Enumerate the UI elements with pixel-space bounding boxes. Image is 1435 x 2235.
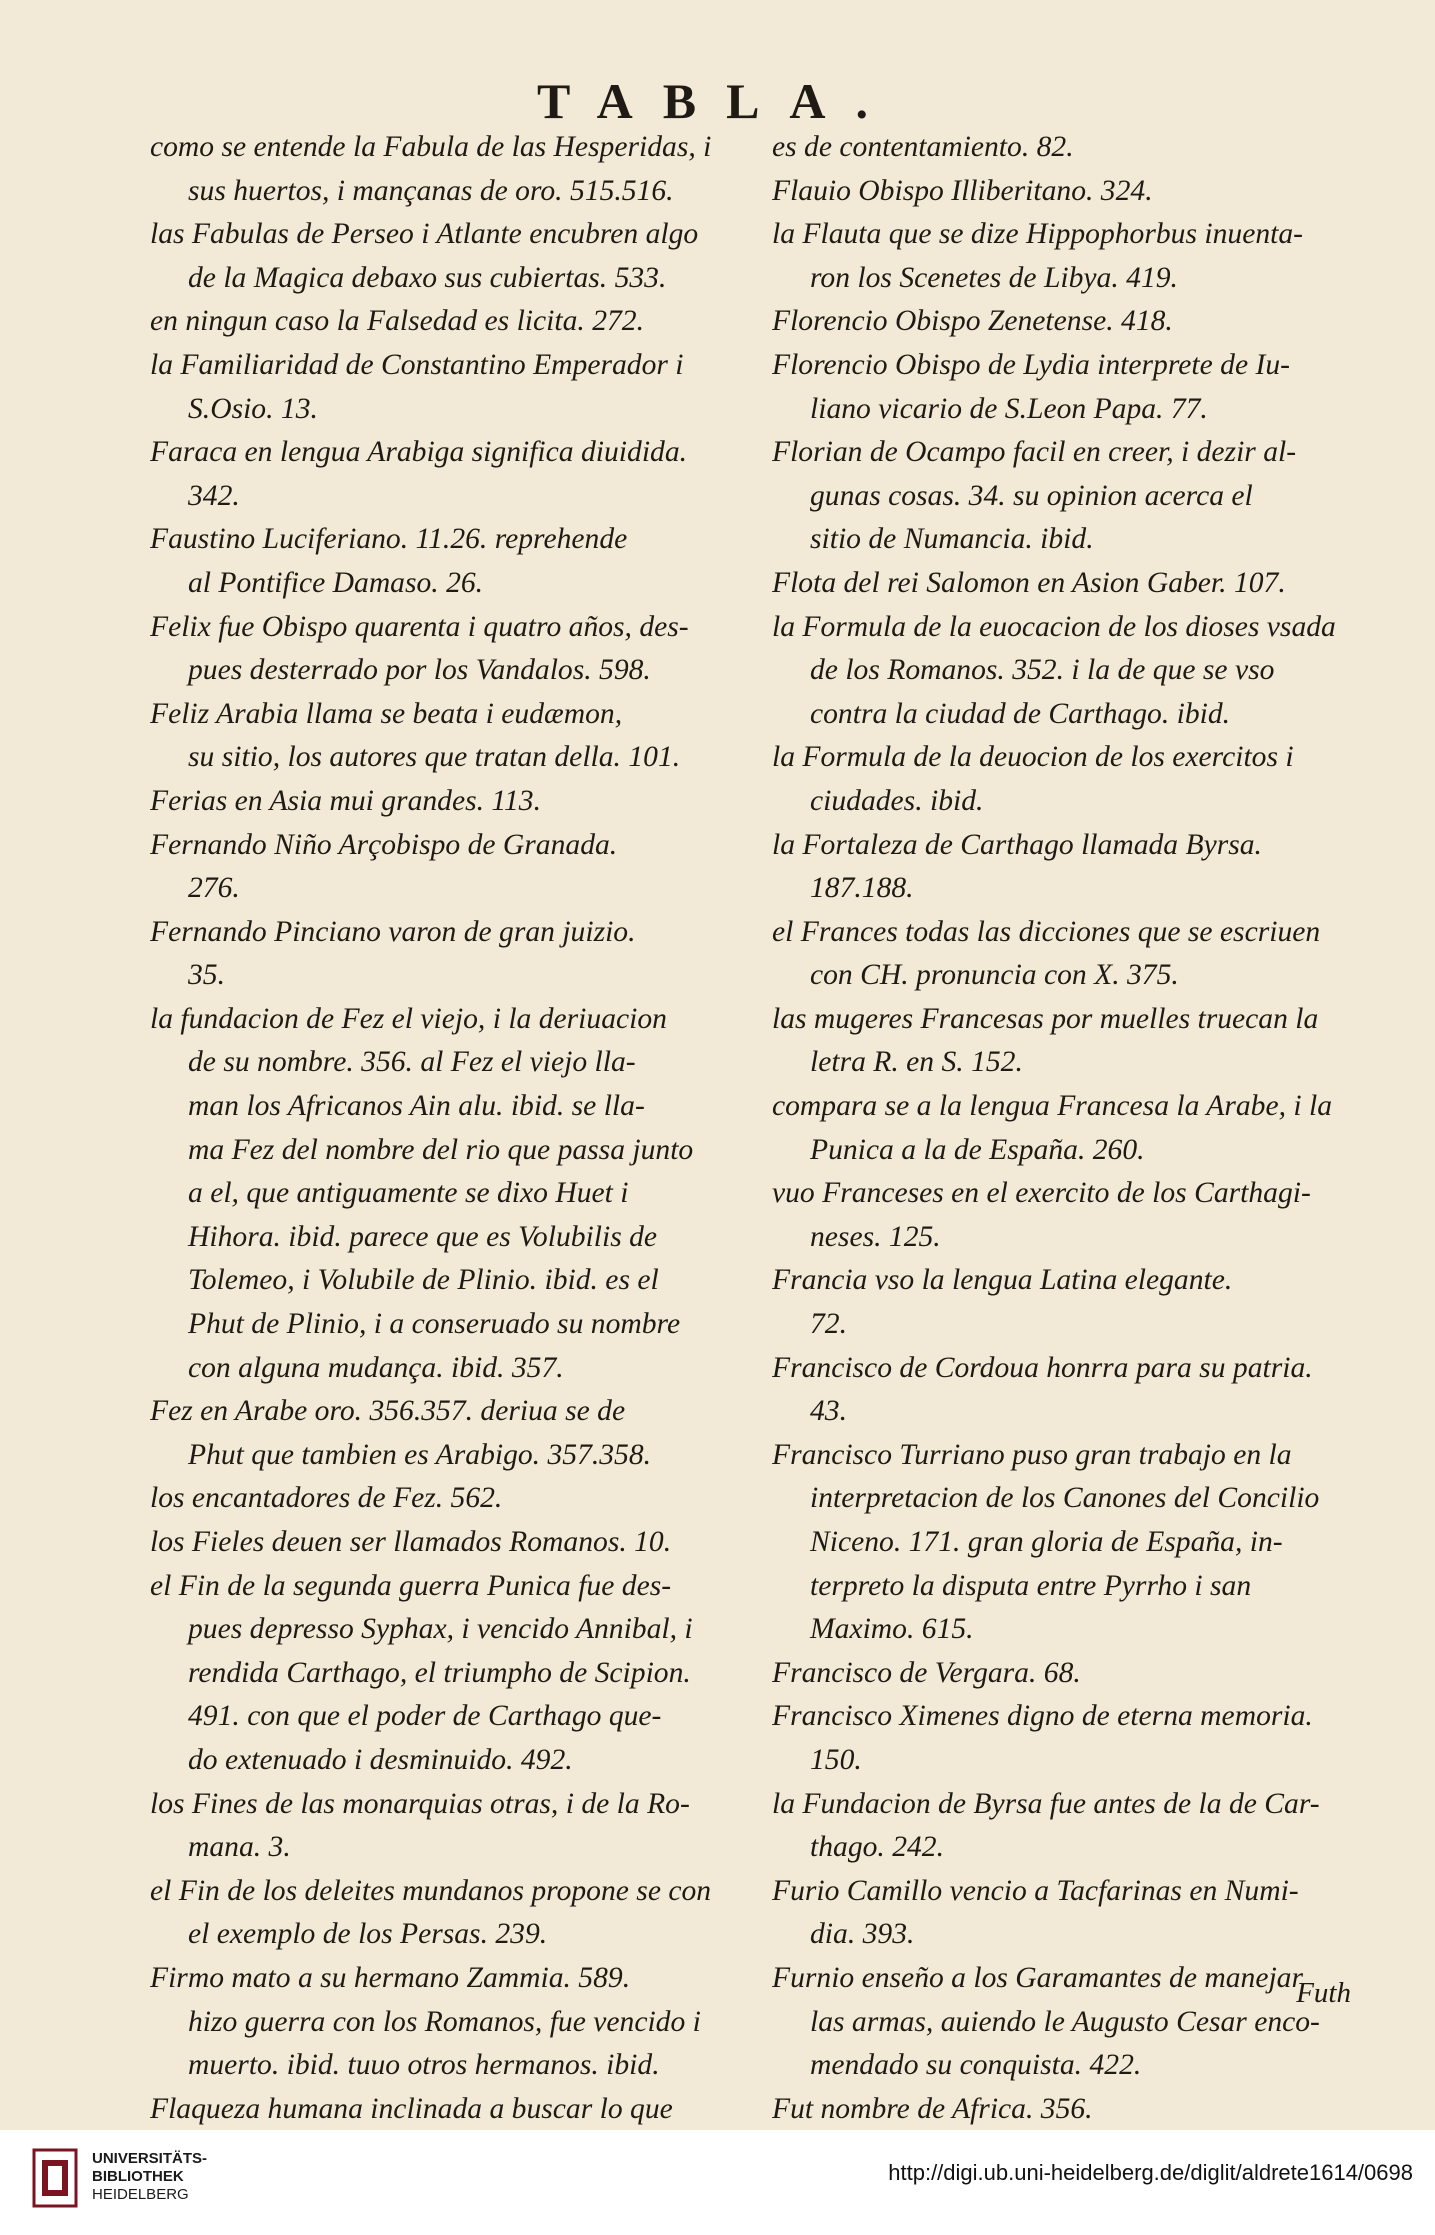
index-entry [772,1172,1352,1259]
index-entry-line: Fernando Niño Arçobispo de Granada. [150,828,618,861]
index-entry [772,2088,1352,2132]
index-entry-line: Fernando Pinciano varon de gran juizio. [150,915,636,948]
index-entry-line: la fundacion de Fez el viejo, i la deriuacion [150,1002,667,1035]
index-entry-line: las Fabulas de Perseo i Atlante encubren algo [150,218,699,251]
index-entry-line: es de contentamiento. 82. [772,131,1074,163]
index-entry-line: de su nombre. 356. al Fez el viejo lla- [188,1046,636,1079]
index-entry-line: Felix fue Obispo quarenta i quatro años, des- [150,610,689,643]
index-entry-line: interpretacion de los Canones del Concilio [810,1482,1320,1515]
index-entry-line: al Pontifice Damaso. 26. [188,566,484,599]
index-entry [772,431,1352,562]
library-seal-icon [30,2146,80,2210]
index-entry [772,1652,1352,1696]
institution-name [92,2150,207,2204]
index-column-left [150,126,730,2131]
index-entry [150,911,730,998]
index-entry-line: Francisco Turriano puso gran trabajo en la [772,1438,1292,1471]
index-entry [772,1434,1352,1652]
index-entry-line: 72. [810,1308,847,1341]
index-entry-line: en ningun caso la Falsedad es licita. 272. [150,305,644,338]
index-entry-line: 491. con que el poder de Carthago que- [188,1700,662,1733]
index-entry [150,213,730,300]
index-entry-line: los encantadores de Fez. 562. [150,1482,503,1515]
index-entry-line: el Fin de la segunda guerra Punica fue des- [150,1569,672,1602]
index-entry [772,300,1352,344]
index-entry [150,1957,730,2088]
index-entry [772,1695,1352,1782]
index-entry-line: 35. [188,959,225,992]
index-entry-line: las armas, auiendo le Augusto Cesar enco- [810,2005,1320,2038]
index-entry-line: Fez en Arabe oro. 356.357. deriua se de [150,1395,626,1428]
catchword: Futh [1296,1977,1351,2009]
index-entry [772,1347,1352,1434]
index-entry-line: ron los Scenetes de Libya. 419. [810,261,1178,294]
index-entry [772,170,1352,214]
index-entry-line: Florencio Obispo de Lydia interprete de Iu- [772,348,1290,381]
index-entry-line: do extenuado i desminuido. 492. [188,1743,573,1776]
index-entry-line: Maximo. 615. [810,1613,974,1646]
index-entry-line: gunas cosas. 34. su opinion acerca el [810,479,1253,512]
index-entry-line: Ferias en Asia mui grandes. 113. [150,784,542,817]
index-entry-line: compara se a la lengua Francesa la Arabe, i la [772,1090,1333,1123]
index-entry-line: rendida Carthago, el triumpho de Scipion. [188,1656,691,1689]
index-entry-line: Feliz Arabia llama se beata i eudæmon, [150,697,623,730]
index-entry [150,2088,730,2132]
index-entry-line: el Fin de los deleites mundanos propone se con [150,1874,712,1907]
index-entry-line: Furio Camillo vencio a Tacfarinas en Numi- [772,1874,1299,1907]
index-entry [772,1783,1352,1870]
index-entry-line: muerto. ibid. tuuo otros hermanos. ibid. [188,2049,660,2082]
index-entry [150,1565,730,1783]
index-entry-line: Furnio enseño a los Garamantes de manejar [772,1961,1303,1994]
index-entry-line: Francisco Ximenes digno de eterna memoria. [772,1700,1313,1733]
index-entry-line: Phut de Plinio, i a conseruado su nombre [188,1308,681,1341]
index-entry [150,344,730,431]
index-entry-line: Florencio Obispo Zenetense. 418. [772,305,1173,338]
index-entry-line: Florian de Ocampo facil en creer, i dezir al- [772,436,1297,469]
index-entry-line: vuo Franceses en el exercito de los Carthagi- [772,1177,1311,1210]
index-entry [150,1783,730,1870]
index-entry-line: la Fundacion de Byrsa fue antes de la de Car- [772,1787,1320,1820]
index-entry-line: mana. 3. [188,1831,291,1864]
index-entry-line: man los Africanos Ain alu. ibid. se lla- [188,1090,645,1123]
index-entry-line: hizo guerra con los Romanos, fue vencido i [188,2005,701,2038]
index-entry [772,824,1352,911]
index-entry [772,562,1352,606]
index-entry [150,126,730,213]
source-url[interactable]: http://digi.ub.uni-heidelberg.de/diglit/aldrete1614/0698 [888,2160,1413,2185]
index-entry [772,1085,1352,1172]
index-entry-line: S.Osio. 13. [188,392,318,425]
index-entry-line: Francia vso la lengua Latina elegante. [772,1264,1233,1297]
index-entry [150,1390,730,1477]
index-entry-line: Fut nombre de Africa. 356. [772,2092,1093,2125]
institution-line: BIBLIOTHEK [92,2168,184,2185]
index-entry-line: liano vicario de S.Leon Papa. 77. [810,392,1208,425]
index-entry-line: Tolemeo, i Volubile de Plinio. ibid. es el [188,1264,659,1297]
index-entry-line: Flauio Obispo Illiberitano. 324. [772,174,1153,207]
index-entry [150,606,730,693]
index-entry-line: la Flauta que se dize Hippophorbus inuenta- [772,218,1303,251]
index-entry-line: Flaqueza humana inclinada a buscar lo que [150,2092,673,2125]
index-entry-line: sus huertos, i mançanas de oro. 515.516. [188,174,674,207]
index-entry [772,1957,1352,2088]
index-entry [150,518,730,605]
index-entry-line: la Fortaleza de Carthago llamada Byrsa. [772,828,1262,861]
index-entry-line: como se entende la Fabula de las Hesperidas, i [150,131,712,163]
index-entry [772,998,1352,1085]
index-entry-line: contra la ciudad de Carthago. ibid. [810,697,1231,730]
index-entry-line: la Formula de la deuocion de los exercitos i [772,741,1294,774]
index-entry [150,824,730,911]
index-entry-line: Flota del rei Salomon en Asion Gaber. 107. [772,566,1286,599]
index-entry-line: Punica a la de España. 260. [810,1133,1145,1166]
institution-line: UNIVERSITÄTS- [92,2150,208,2167]
index-entry-line: neses. 125. [810,1220,941,1253]
index-entry [150,1521,730,1565]
index-column-right [772,126,1352,2131]
index-entry-line: con CH. pronuncia con X. 375. [810,959,1179,992]
index-entry [772,126,1352,170]
viewer-footer [0,2130,1435,2235]
index-entry-line: Francisco de Cordoua honrra para su patria. [772,1351,1313,1384]
index-entry [772,344,1352,431]
index-entry [150,693,730,780]
index-entry-line: Firmo mato a su hermano Zammia. 589. [150,1961,631,1994]
index-entry-line: thago. 242. [810,1831,944,1864]
index-entry-line: los Fines de las monarquias otras, i de la Ro- [150,1787,690,1820]
index-entry-line: con alguna mudança. ibid. 357. [188,1351,564,1384]
index-entry [150,1477,730,1521]
index-entry-line: letra R. en S. 152. [810,1046,1023,1079]
index-entry-line: ciudades. ibid. [810,784,984,817]
index-entry-line: a el, que antiguamente se dixo Huet i [188,1177,629,1210]
index-entry-line: su sitio, los autores que tratan della. 101. [188,741,681,774]
index-entry [772,736,1352,823]
index-entry [150,998,730,1390]
index-entry-line: 342. [188,479,240,512]
index-entry [150,1870,730,1957]
index-entry-line: el exemplo de los Persas. 239. [188,1918,548,1951]
index-entry-line: Faraca en lengua Arabiga significa diuidida. [150,436,688,469]
index-entry [150,431,730,518]
index-entry-line: dia. 393. [810,1918,915,1951]
index-entry-line: Phut que tambien es Arabigo. 357.358. [188,1438,652,1471]
index-entry-line: Niceno. 171. gran gloria de España, in- [810,1526,1283,1558]
index-entry-line: 43. [810,1395,847,1428]
index-entry-line: 187.188. [810,872,914,905]
index-entry [772,213,1352,300]
index-entry-line: Francisco de Vergara. 68. [772,1656,1081,1689]
index-entry-line: pues desterrado por los Vandalos. 598. [188,654,651,687]
index-entry-line: mendado su conquista. 422. [810,2049,1142,2082]
index-entry-line: la Formula de la euocacion de los dioses vsada [772,610,1336,643]
index-entry [772,911,1352,998]
index-entry-line: Faustino Luciferiano. 11.26. reprehende [150,523,628,556]
index-entry-line: 150. [810,1743,862,1776]
running-title: TABLA. [536,73,899,129]
index-entry-line: 276. [188,872,240,905]
index-entry-line: Hihora. ibid. parece que es Volubilis de [188,1220,658,1253]
index-entry-line: de los Romanos. 352. i la de que se vso [810,654,1275,687]
institution-line: HEIDELBERG [92,2186,189,2203]
index-entry-line: las mugeres Francesas por muelles truecan la [772,1002,1319,1035]
index-entry-line: la Familiaridad de Constantino Emperador i [150,348,684,381]
index-entry-line: terpreto la disputa entre Pyrrho i san [810,1569,1252,1602]
index-entry-line: de la Magica debaxo sus cubiertas. 533. [188,261,667,294]
index-entry-line: los Fieles deuen ser llamados Romanos. 10. [150,1526,672,1558]
index-entry-line: ma Fez del nombre del rio que passa junto [188,1133,694,1166]
index-entry [772,606,1352,737]
index-entry [772,1870,1352,1957]
index-entry-line: sitio de Numancia. ibid. [810,523,1094,556]
index-entry [150,780,730,824]
index-entry-line: pues depresso Syphax, i vencido Annibal, i [188,1613,693,1646]
index-entry [150,300,730,344]
index-entry-line: el Frances todas las dicciones que se escriuen [772,915,1321,948]
index-entry [772,1259,1352,1346]
